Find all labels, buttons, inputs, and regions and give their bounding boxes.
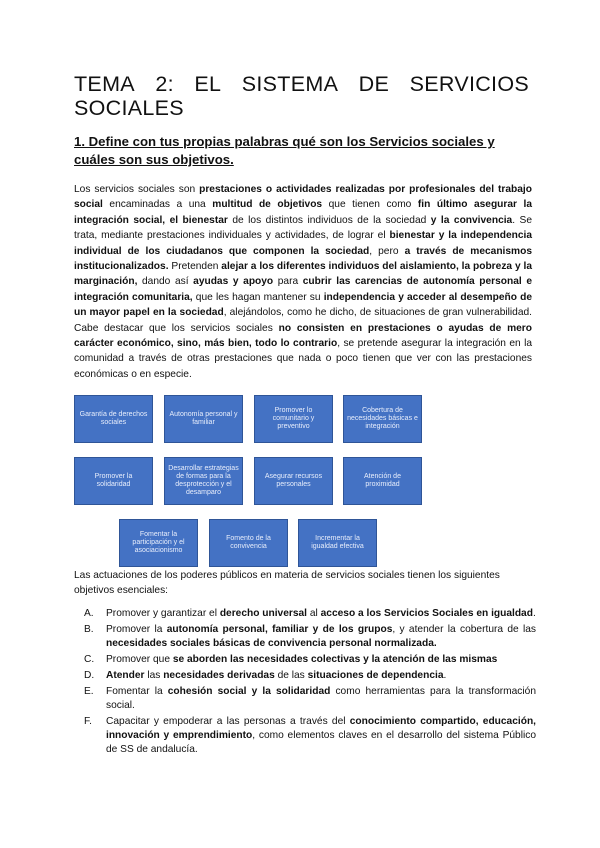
bold-text-run: cohesión social y la solidaridad [167, 686, 331, 697]
text-run: Promover la [106, 624, 167, 635]
list-letter: C. [84, 654, 95, 665]
diagram-box: Garantía de derechos sociales [74, 395, 153, 443]
diagram-box: Autonomía personal y familiar [164, 395, 243, 443]
bold-text-run: se aborden las necesidades colectivas y la atención de las mismas [172, 654, 498, 665]
bold-text-run: alejar a los diferentes individuos del aislamiento, la pobreza y la marginación, [74, 261, 532, 288]
text-run: Los servicios sociales son [74, 184, 200, 195]
title-word: 2: [155, 72, 174, 96]
text-run: , como elementos claves en el desarrollo del sistema Público de SS de andalucía. [106, 730, 536, 755]
text-run: Promover y garantizar el [106, 608, 220, 619]
bold-text-run: necesidades sociales básicas de convivencia personal normalizada. [106, 638, 437, 649]
list-item [84, 685, 536, 713]
diagram-box: Atención de proximidad [343, 457, 422, 505]
list-letter: D. [84, 670, 95, 681]
bold-text-run: cubrir las carencias de autonomía personal e integración comunitaria, [74, 276, 532, 303]
bold-text-run: conocimiento compartido, educación, innovación y emprendimiento [106, 716, 536, 741]
bold-text-run: necesidades derivadas [163, 670, 275, 681]
text-run: encaminadas a una [102, 199, 213, 211]
diagram-box: Promover lo comunitario y preventivo [254, 395, 333, 443]
list-letter: E. [84, 686, 94, 697]
text-run: . [443, 670, 447, 681]
text-run: para [273, 276, 303, 288]
list-letter: A. [84, 608, 94, 619]
objectives-list [84, 607, 536, 759]
list-item [84, 669, 536, 683]
text-run: Fomentar la [106, 686, 168, 697]
bold-text-run: independencia y acceder al desempeño de un mayor papel en la sociedad [74, 291, 532, 319]
bold-text-run: multitud de objetivos [212, 199, 323, 211]
list-item [84, 623, 536, 651]
objectives-diagram [74, 395, 454, 565]
text-run: Promover que [106, 654, 173, 665]
list-item [84, 653, 536, 667]
bold-text-run: no consisten en prestaciones o ayudas de mero carácter económico, sino, más bien, todo lo contrario [74, 322, 532, 350]
diagram-box: Cobertura de necesidades básicas e integración [343, 395, 422, 443]
diagram-box: Incrementar la igualdad efectiva [298, 519, 377, 567]
bold-text-run: acceso a los Servicios Sociales en igualdad [320, 608, 533, 619]
list-item [84, 715, 536, 757]
bold-text-run: a través de mecanismos institucionalizados. [74, 245, 532, 273]
text-run: de los distintos individuos de la sociedad [227, 214, 431, 226]
title-word: TEMA [74, 72, 135, 96]
text-run: . [532, 608, 536, 619]
title-word: SERVICIOS [409, 72, 529, 96]
text-run: dando así [137, 276, 194, 288]
text-run: , alejándolos, como he dicho, de situaciones de gran vulnerabilidad. Cabe destacar que los servicios sociales [74, 307, 532, 334]
list-letter: B. [84, 624, 94, 635]
bold-text-run: fin último asegurar la integración social, el bienestar [74, 199, 533, 226]
diagram-box: Fomento de la convivencia [209, 519, 288, 567]
text-run: como herramientas para la transformación social. [106, 686, 536, 711]
diagram-box: Asegurar recursos personales [254, 457, 333, 505]
title-word: SISTEMA [241, 72, 339, 96]
text-run: Capacitar y empoderar a las personas a través del [106, 716, 350, 727]
diagram-box: Desarrollar estrategias de formas para la desprotección y el desamparo [164, 457, 243, 505]
list-letter: F. [84, 716, 92, 727]
title-word: EL [194, 72, 222, 96]
diagram-box: Promover la solidaridad [74, 457, 153, 505]
page-title [74, 72, 529, 120]
text-run: que tienen como [322, 199, 418, 211]
title-word: DE [358, 72, 390, 96]
text-run: . Se trata, mediante prestaciones individuales y actividades, de lograr el [74, 214, 533, 242]
list-item [84, 607, 536, 621]
text-run: Pretenden [168, 261, 222, 273]
text-run: las [144, 670, 164, 681]
bold-text-run: y la convivencia [430, 214, 513, 226]
bold-text-run: autonomía personal, familiar y de los grupos [166, 624, 393, 635]
bold-text-run: prestaciones o actividades realizadas por profesionales del trabajo social [74, 184, 532, 211]
diagram-box: Fomentar la participación y el asociacionismo [119, 519, 198, 567]
body-paragraph [74, 182, 532, 382]
bold-text-run: Atender [106, 670, 145, 681]
text-run: al [307, 608, 321, 619]
title-line-2: SOCIALES [74, 96, 184, 120]
text-run: , y atender la cobertura de las [392, 624, 537, 635]
title-line-1 [74, 72, 529, 96]
objectives-intro: Las actuaciones de los poderes públicos en materia de servicios sociales tienen los siguientes objetivos esenciales: [74, 570, 500, 597]
bold-text-run: derecho universal [219, 608, 308, 619]
text-run: , pero [369, 245, 405, 257]
text-run: de las [274, 670, 308, 681]
bold-text-run: bienestar y la independencia individual de los ciudadanos que componen la sociedad [74, 230, 533, 257]
bold-text-run: situaciones de dependencia [307, 670, 444, 681]
text-run: que les hagan mantener su [192, 291, 324, 303]
bold-text-run: ayudas y apoyo [193, 276, 274, 288]
question-heading: 1. Define con tus propias palabras qué son los Servicios sociales y cuáles son sus objetivos. [74, 134, 495, 167]
text-run: , se pretende asegurar la integración en la comunidad a través de otras prestaciones que nada o poco tienen que ver con las prestaciones económicas o en especie. [74, 338, 533, 380]
